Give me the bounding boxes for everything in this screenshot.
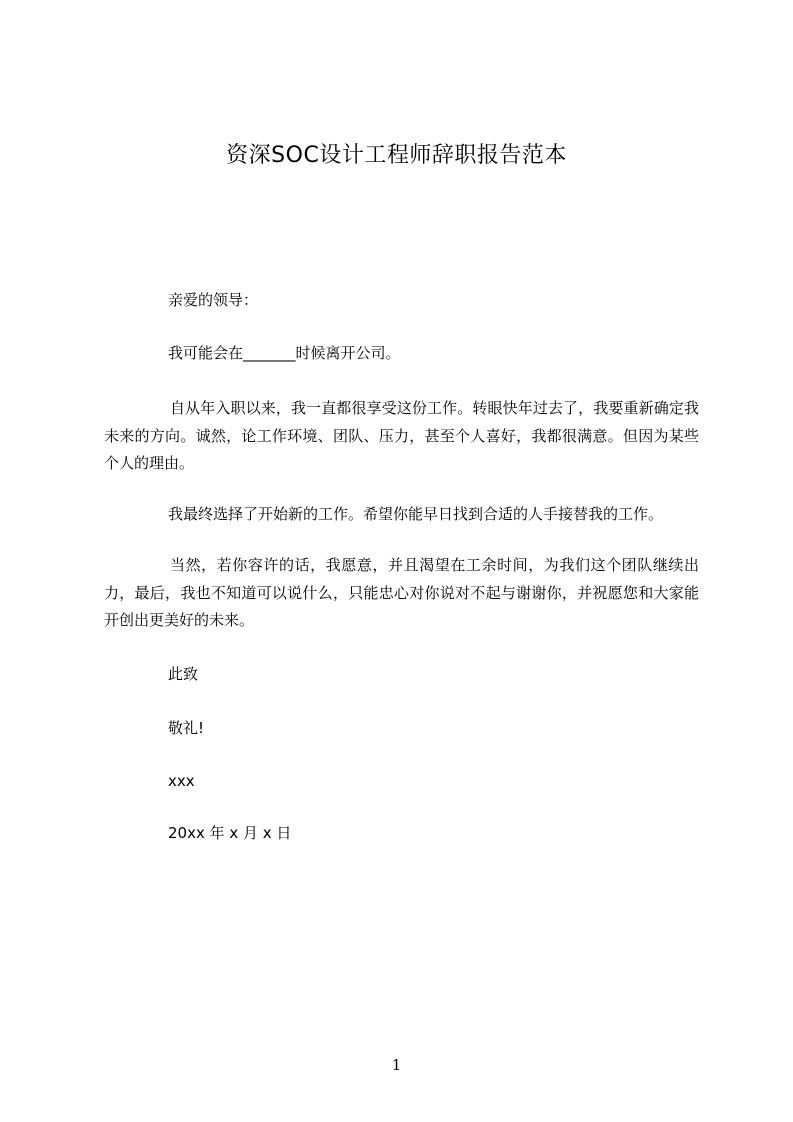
closing-salute: 敬礼! bbox=[168, 719, 205, 737]
signature: xxx bbox=[168, 772, 195, 790]
paragraph-offer-help: 当然，若你容许的话，我愿意，并且渴望在工余时间，为我们这个团队继续出力，最后，我也不知道可以说什么，只能忠心对你说对不起与谢谢你，并祝愿您和大家能开创出更美好的未来。 bbox=[104, 556, 699, 629]
page-number: 1 bbox=[391, 1056, 402, 1074]
document-title: 资深SOC设计工程师辞职报告范本 bbox=[226, 143, 567, 168]
choice-line: 我最终选择了开始新的工作。希望你能早日找到合适的人手接替我的工作。 bbox=[168, 505, 664, 523]
intent-line: 我可能会在_______时候离开公司。 bbox=[168, 344, 401, 362]
paragraph-tenure: 自从年入职以来，我一直都很享受这份工作。转眼快年过去了，我要重新确定我未来的方向。诚然，论工作环境、团队、压力，甚至个人喜好，我都很满意。但因为某些个人的理由。 bbox=[104, 399, 699, 472]
closing-regards: 此致 bbox=[168, 665, 199, 683]
salutation: 亲爱的领导： bbox=[168, 291, 259, 309]
date-line: 20xx 年 x 月 x 日 bbox=[168, 824, 292, 842]
